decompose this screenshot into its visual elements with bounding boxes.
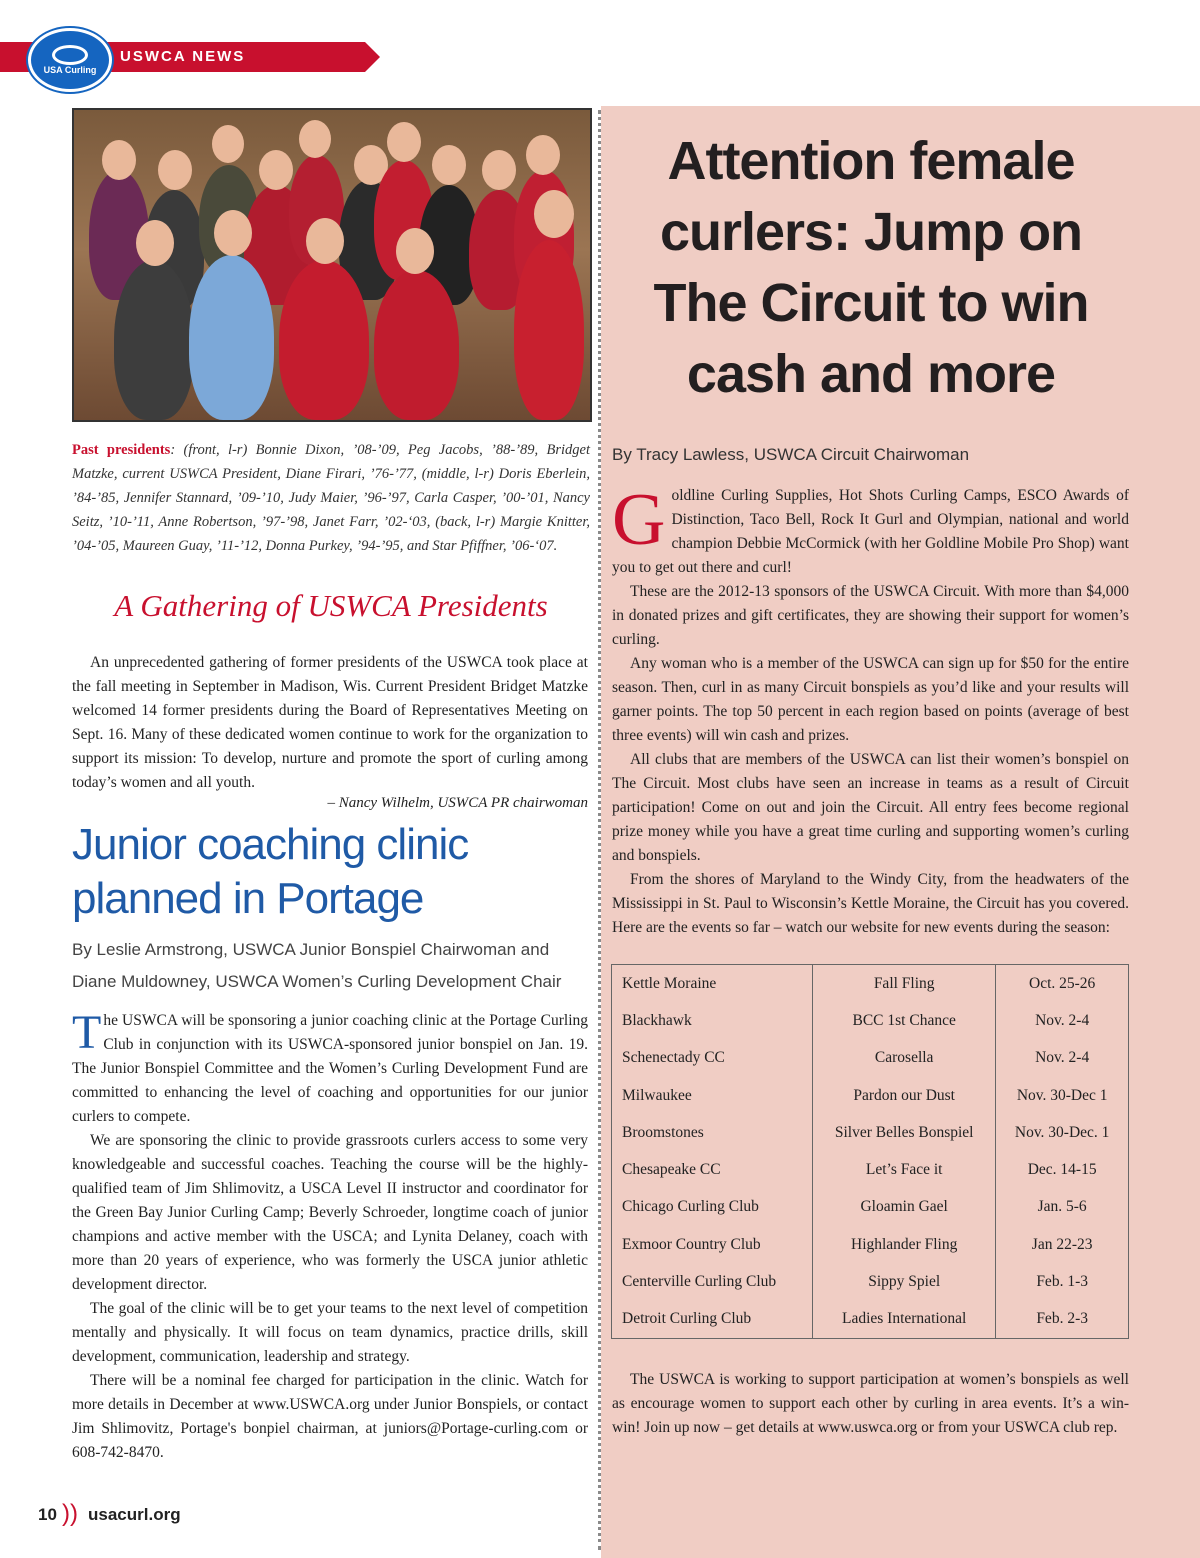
event-club: Chesapeake CC xyxy=(622,1161,721,1179)
event-date: Nov. 30-Dec. 1 xyxy=(996,1114,1129,1151)
event-date: Nov. 30-Dec 1 xyxy=(996,1077,1129,1114)
event-date: Oct. 25-26 xyxy=(996,965,1129,1003)
event-date: Dec. 14-15 xyxy=(996,1151,1129,1188)
gathering-headline: A Gathering of USWCA Presidents xyxy=(114,588,548,623)
caption-label: Past presidents xyxy=(72,442,171,458)
section-label: USWCA NEWS xyxy=(120,48,246,65)
junior-paragraph-1: he USWCA will be sponsoring a junior coaching clinic at the Portage Curling Club in conjunction with its USWCA-sponsored junior bonspiel on Jan. 19. The Junior Bonspiel Committee and the Women’s Curling Development Fund are committed to enhancing the level of coaching and opportunities for our junior curlers to compete. xyxy=(72,1012,588,1125)
table-row xyxy=(612,1040,1129,1077)
event-date: Jan 22-23 xyxy=(996,1226,1129,1263)
event-name: Ladies International xyxy=(813,1301,996,1339)
event-name: Sippy Spiel xyxy=(813,1263,996,1300)
circuit-paragraph-2: These are the 2012-13 sponsors of the USWCA Circuit. With more than $4,000 in donated prizes and gift certificates, they are showing their support for women’s curling. xyxy=(612,583,1129,648)
event-club: Broomstones xyxy=(622,1123,704,1141)
table-row xyxy=(612,965,1129,1003)
event-name: Carosella xyxy=(813,1040,996,1077)
circuit-byline: By Tracy Lawless, USWCA Circuit Chairwoman xyxy=(612,445,970,464)
junior-byline-line-1: By Leslie Armstrong, USWCA Junior Bonspiel Chairwoman and xyxy=(72,940,550,959)
circuit-headline: Attention female curlers: Jump on The Circuit to win cash and more xyxy=(653,131,1089,404)
gathering-paragraph: An unprecedented gathering of former presidents of the USWCA took place at the fall meeting in September in Madison, Wis. Current President Bridget Matzke welcomed 14 former presidents during the Board of Representatives Meeting on Sept. 16. Many of these dedicated women continue to work for the organization to support its mission: To develop, nurture and promote the sport of curling among today’s women and all youth. xyxy=(72,654,588,791)
event-date: Feb. 2-3 xyxy=(996,1301,1129,1339)
table-row xyxy=(612,1151,1129,1188)
junior-paragraph-3: The goal of the clinic will be to get your teams to the next level of competition mentally and physically. It will focus on team dynamics, practice drills, skill development, communication, leadership and strategy. xyxy=(72,1300,588,1365)
event-name: Highlander Fling xyxy=(813,1226,996,1263)
junior-article xyxy=(72,1006,588,1465)
junior-headline: Junior coaching clinic planned in Portage xyxy=(72,820,469,923)
caption-text: : (front, l-r) Bonnie Dixon, ’08-’09, Peg Jacobs, ’88-’89, Bridget Matzke, current USWCA President, Diane Firari, ’76-’77, (middle, l-r) Doris Eberlein, ’84-’85, Jennifer Stannard, ’09-’10, Judy Maier, ’96-’97, Carla Casper, ’00-’01, Nancy Seitz, ’10-’11, Anne Robertson, ’97-’98, Janet Farr, ’02-‘03, (back, l-r) Margie Knitter, ’04-’05, Maureen Guay, ’11-’12, Donna Purkey, ’94-’95, and Star Pfiffner, ’06-‘07. xyxy=(72,442,590,554)
curling-stone-icon xyxy=(52,45,88,65)
circuit-dropcap: G xyxy=(612,479,666,561)
footer-ornament: )) xyxy=(62,1500,78,1527)
event-club: Kettle Moraine xyxy=(622,974,717,992)
table-row xyxy=(612,1301,1129,1339)
event-date: Nov. 2-4 xyxy=(996,1002,1129,1039)
table-row xyxy=(612,1077,1129,1114)
closing-paragraph: The USWCA is working to support participation at women’s bonspiels as well as encourage women to support each other by curling in area events. It’s a win-win! Join up now – get details at www.uswca.org or from your USWCA club rep. xyxy=(612,1371,1129,1436)
event-club: Schenectady CC xyxy=(622,1049,725,1067)
junior-dropcap: T xyxy=(72,1006,102,1059)
event-club: Exmoor Country Club xyxy=(622,1235,761,1253)
usa-curling-logo xyxy=(28,28,112,92)
gathering-signature: – Nancy Wilhelm, USWCA PR chairwoman xyxy=(327,795,588,811)
circuit-article xyxy=(612,479,1129,940)
event-name: Fall Fling xyxy=(813,965,996,1003)
junior-byline xyxy=(72,934,592,998)
column-divider xyxy=(598,110,601,1550)
events-table xyxy=(611,964,1129,1339)
junior-byline-line-2: Diane Muldowney, USWCA Women’s Curling Development Chair xyxy=(72,972,562,991)
event-name: Gloamin Gael xyxy=(813,1189,996,1226)
event-date: Feb. 1-3 xyxy=(996,1263,1129,1300)
table-row xyxy=(612,1002,1129,1039)
table-row xyxy=(612,1114,1129,1151)
circuit-paragraph-1: oldline Curling Supplies, Hot Shots Curling Camps, ESCO Awards of Distinction, Taco Bell, Rock It Gurl and Olympian, national and world champion Debbie McCormick (with her Goldline Mobile Pro Shop) want you to get out there and curl! xyxy=(612,487,1129,576)
circuit-closing xyxy=(612,1368,1129,1440)
footer-site: usacurl.org xyxy=(88,1505,181,1524)
event-club: Centerville Curling Club xyxy=(622,1273,777,1291)
logo-text: USA Curling xyxy=(43,65,97,75)
circuit-paragraph-3: Any woman who is a member of the USWCA can sign up for $50 for the entire season. Then, curl in as many Circuit bonspiels as you’d like and your results will garner points. The top 50 percent in each region based on points (average of best three events) will win cash and prizes. xyxy=(612,655,1129,744)
table-row xyxy=(612,1189,1129,1226)
presidents-photo xyxy=(72,108,592,422)
event-name: BCC 1st Chance xyxy=(813,1002,996,1039)
event-date: Jan. 5-6 xyxy=(996,1189,1129,1226)
junior-paragraph-2: We are sponsoring the clinic to provide grassroots curlers access to some very knowledgeable and successful coaches. Teaching the course will be the highly-qualified team of Jim Shlimovitz, a USCA Level II instructor and coordinator for the Green Bay Junior Curling Camp; Beverly Schroeder, longtime coach of junior champions and active member with the USCA; and Lynita Delaney, coach with more than 20 years of experience, who was formerly the USCA junior athletic development director. xyxy=(72,1132,588,1293)
event-club: Blackhawk xyxy=(622,1011,692,1029)
gathering-article xyxy=(72,651,588,795)
page-number: 10 xyxy=(38,1505,57,1524)
event-name: Silver Belles Bonspiel xyxy=(813,1114,996,1151)
junior-paragraph-4: There will be a nominal fee charged for participation in the clinic. Watch for more details in December at www.USWCA.org under Junior Bonspiels, or contact Jim Shlimovitz, Portage's bonpiel chairman, at juniors@Portage-curling.com or 608-742-8470. xyxy=(72,1372,588,1461)
event-club: Chicago Curling Club xyxy=(622,1198,759,1216)
event-date: Nov. 2-4 xyxy=(996,1040,1129,1077)
event-club: Milwaukee xyxy=(622,1086,692,1104)
table-row xyxy=(612,1226,1129,1263)
photo-caption xyxy=(72,438,590,558)
table-row xyxy=(612,1263,1129,1300)
circuit-paragraph-5: From the shores of Maryland to the Windy City, from the headwaters of the Mississippi in St. Paul to Wisconsin’s Kettle Moraine, the Circuit has you covered. Here are the events so far – watch our website for new events during the season: xyxy=(612,871,1129,936)
event-name: Pardon our Dust xyxy=(813,1077,996,1114)
event-name: Let’s Face it xyxy=(813,1151,996,1188)
circuit-paragraph-4: All clubs that are members of the USWCA can list their women’s bonspiel on The Circuit. Most clubs have seen an increase in teams as a result of Circuit participation! Come on out and join the Circuit. All entry fees become regional prize money while you have a great time curling and supporting women’s curling and bonspiels. xyxy=(612,751,1129,864)
event-club: Detroit Curling Club xyxy=(622,1310,752,1328)
